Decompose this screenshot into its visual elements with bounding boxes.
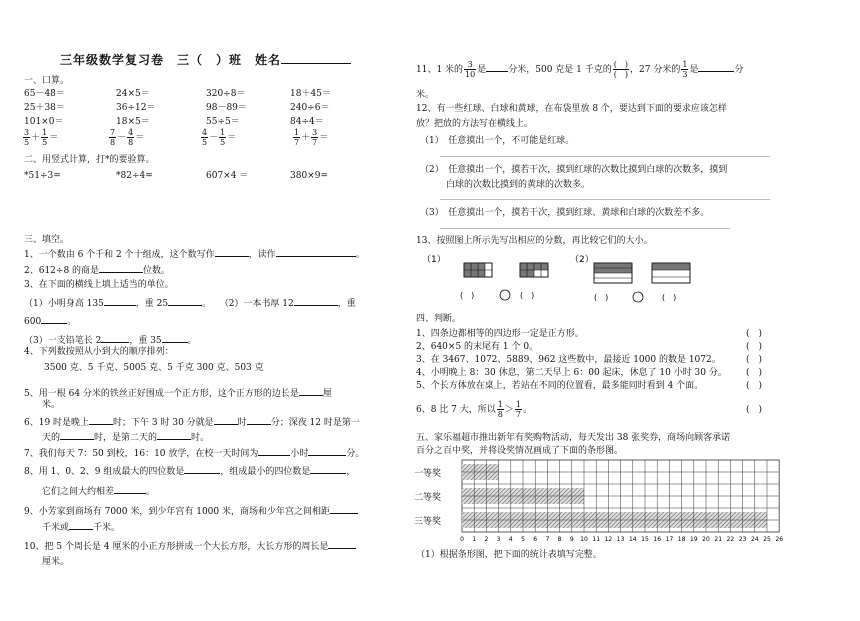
mental-math-item: 65－48＝ (24, 89, 65, 99)
s1-heading: 一、口算。 (24, 76, 70, 86)
fill-q4: 4、下列数按照从小到大的顺序排列： (24, 347, 174, 357)
judge-paren[interactable]: ( ) (746, 355, 763, 365)
fill-q5a: 5、用一根 64 分米的铁丝正好围成一个正方形，这个正方形的边长是 厘 (24, 386, 332, 400)
grid-figure-1a (464, 263, 492, 277)
fraction-figures (416, 250, 756, 310)
judge-paren[interactable]: ( ) (746, 405, 763, 415)
q11b: 米。 (416, 90, 435, 100)
q12a: 12、有一些红球、白球和黄球，在布袋里放 8 个，要达到下面的要求应该怎样 (416, 104, 727, 114)
fill-q4b: 3500 克、5 千克、5005 克、5 千克 300 克、503 克 (44, 363, 264, 373)
judge-item: 4、小明晚上 8：30 休息，第二天早上 6：00 起床，休息了 10 小时 30 分。 (416, 368, 727, 378)
tick-label: 16 (653, 536, 662, 543)
tick-label: 19 (689, 536, 698, 543)
category-label: 二等奖 (414, 493, 442, 503)
tick-label: 10 (580, 536, 588, 543)
tick-label: 18 (677, 536, 686, 543)
fraction-expr: $\frac{1}{7}$ ＋ $\frac{3}{7}$ ＝ (294, 128, 329, 147)
tick-label: 2 (484, 536, 489, 543)
answer-line[interactable] (440, 199, 770, 200)
mental-math-item: 24×5＝ (116, 89, 150, 99)
tick-label: 17 (665, 536, 674, 543)
tick-label: 22 (726, 536, 735, 543)
prize-bar-chart (412, 458, 812, 548)
tick-label: 8 (557, 536, 562, 543)
tick-label: 7 (545, 536, 550, 543)
fill-q5b: 米。 (42, 400, 61, 410)
tick-label: 25 (763, 536, 771, 543)
judge-paren[interactable]: ( ) (746, 368, 763, 378)
exam-title: 三年级数学复习卷 三（ ）班 姓名 (60, 54, 351, 66)
q13-label-2: （2） (570, 255, 594, 265)
tick-label: 14 (628, 536, 637, 543)
s5a: 五、家乐福超市推出新年有奖购物活动，每天发出 38 张奖券，商场向顾客承诺 (416, 433, 731, 443)
fraction-expr: $\frac{3}{5}$ ＋ $\frac{1}{5}$ ＝ (24, 128, 59, 147)
fill-q8a: 8、用 1、0、2、9 组成最大的四位数是 ，组成最小的四位数是 ， (24, 464, 355, 478)
mental-math-item: 240÷6＝ (290, 103, 330, 113)
mental-math-item: 320÷8＝ (206, 89, 246, 99)
tick-label: 0 (460, 536, 464, 543)
fill-q9b: 千米或 千米。 (42, 520, 120, 534)
fill-q9a: 9、小芳家到商场有 7000 米，到少年宫有 1000 米，商场和少年宫之间相距 (24, 504, 358, 518)
fill-q3: 3、在下面的横线上填上适当的单位。 (24, 280, 174, 290)
fraction-expr: $\frac{4}{5}$ － $\frac{1}{5}$ ＝ (202, 128, 237, 147)
vertical-calc-item: 380×9= (290, 171, 328, 181)
category-label: 一等奖 (414, 469, 442, 479)
tick-label: 26 (775, 536, 784, 543)
compare-circle-2[interactable] (633, 292, 643, 302)
s2-heading: 二、用竖式计算，打*的要验算。 (24, 155, 155, 165)
name-blank[interactable] (281, 54, 351, 64)
s3-heading: 三、填空。 (24, 235, 70, 245)
q12-2a: （2） 任意摸出一个，摸若干次，摸到红球的次数比摸到白球的次数多，摸到 (420, 165, 728, 175)
judge-paren[interactable]: ( ) (746, 329, 763, 339)
q11: 11、1 米的 $\frac{3}{10}$ 是 分米，500 克是 1 千克的 $\frac{( )}{( )}$ ，27 分米的 $\frac{1}{3}$ 是 分 (416, 60, 744, 79)
answer-line[interactable] (440, 156, 770, 157)
judge-item: 2、640×5 的末尾有 1 个 0。 (416, 342, 539, 352)
fill-q7: 7、我们每天 7：50 到校，16：10 放学，在校一天时间为 小时 分。 (24, 446, 364, 460)
paren-blank: ( ) (594, 293, 609, 302)
fill-q10b: 厘米。 (42, 557, 70, 567)
paren-blank: ( ) (520, 291, 535, 300)
vertical-calc-item: *82÷4= (116, 171, 153, 181)
judge-paren[interactable]: ( ) (746, 381, 763, 391)
tick-label: 9 (569, 536, 574, 543)
tick-label: 24 (750, 536, 759, 543)
s4-heading: 四、判断。 (416, 314, 462, 324)
paren-blank: ( ) (460, 291, 475, 300)
vertical-calc-item: 607×4 ＝ (206, 171, 249, 181)
grid-figure-2b (652, 263, 690, 283)
mental-math-item: 84÷4＝ (290, 117, 324, 127)
judge-item: 1、四条边都相等的四边形一定是正方形。 (416, 329, 584, 339)
category-label: 三等奖 (414, 517, 442, 527)
tick-label: 23 (738, 536, 747, 543)
paren-blank: ( ) (662, 293, 677, 302)
q12b: 放？把放的方法写在横线上。 (416, 119, 534, 129)
fill-q6a: 6、19 时是晚上 时；下午 3 时 30 分就是 时 分；深夜 12 时是第一 (24, 415, 360, 429)
fill-q8b: 它们之间大约相差 。 (42, 484, 155, 498)
tick-label: 5 (521, 536, 525, 543)
mental-math-item: 18×5＝ (116, 117, 150, 127)
tick-label: 21 (714, 536, 723, 543)
tick-label: 12 (604, 536, 613, 543)
fill-q3a: （1）小明身高 135 ，重 25 。 （2）一本书厚 12 ，重 (24, 296, 356, 310)
s5b: 百分之百中奖，并将设奖情况画成了下面的条形图。 (416, 446, 624, 456)
q12-2b: 白球的次数比摸到的黄球的次数多。 (446, 180, 591, 190)
fill-q6b: 天的 时，是第二天的 时。 (42, 430, 209, 444)
tick-label: 15 (641, 536, 649, 543)
fill-q3b: 600 。 (24, 314, 76, 328)
tick-label: 13 (616, 536, 625, 543)
tick-label: 6 (533, 536, 538, 543)
q13-label-1: （1） (422, 255, 446, 265)
grid-figure-1b (520, 263, 548, 277)
tick-label: 4 (508, 536, 513, 543)
mental-math-item: 36÷12＝ (116, 103, 156, 113)
s5-q1: （1）根据条形图，把下面的统计表填写完整。 (416, 550, 602, 560)
mental-math-item: 55÷5＝ (206, 117, 240, 127)
grid-figure-2a (594, 263, 632, 283)
tick-label: 11 (592, 536, 601, 543)
judge-paren[interactable]: ( ) (746, 342, 763, 352)
compare-circle-1[interactable] (500, 290, 510, 300)
judge-6: 6、8 比 7 大，所以 $\frac{1}{8}$ ＞ $\frac{1}{7}$ 。 (416, 400, 532, 419)
fill-q10a: 10、把 5 个周长是 4 厘米的小正方形拼成一个大长方形，大长方形的周长是 (24, 539, 356, 553)
answer-line[interactable] (440, 228, 730, 229)
judge-item: 5、个长方体放在桌上，若站在不同的位置看，最多能同时看到 4 个面。 (416, 381, 704, 391)
judge-item: 3、在 3467、1072、5889、962 这些数中，最接近 1000 的数是 1072。 (416, 355, 721, 365)
fraction-expr: $\frac{7}{8}$ － $\frac{4}{8}$ ＝ (110, 128, 145, 147)
mental-math-item: 18＋45＝ (290, 89, 331, 99)
mental-math-item: 25＋38＝ (24, 103, 65, 113)
mental-math-item: 101×0＝ (24, 117, 64, 127)
tick-label: 3 (496, 536, 501, 543)
tick-label: 20 (702, 536, 710, 543)
q12-3: （3） 任意摸出一个，摸若干次，摸到红球、黄球和白球的次数差不多。 (420, 208, 710, 218)
fill-q3c: （3）一支铅笔长 2 ，重 35 。 (24, 333, 197, 347)
fill-q2: 2、612÷8 的商是 位数。 (24, 263, 170, 277)
fill-q1: 1、一个数由 6 个千和 2 个十组成，这个数写作 ，读作 。 (24, 247, 365, 261)
q13: 13、按照图上所示先写出相应的分数，再比较它们的大小。 (416, 236, 653, 246)
vertical-calc-item: *51÷3= (24, 171, 61, 181)
mental-math-item: 98－89＝ (206, 103, 247, 113)
q12-1: （1） 任意摸出一个，不可能是红球。 (420, 136, 575, 146)
tick-label: 1 (472, 536, 477, 543)
